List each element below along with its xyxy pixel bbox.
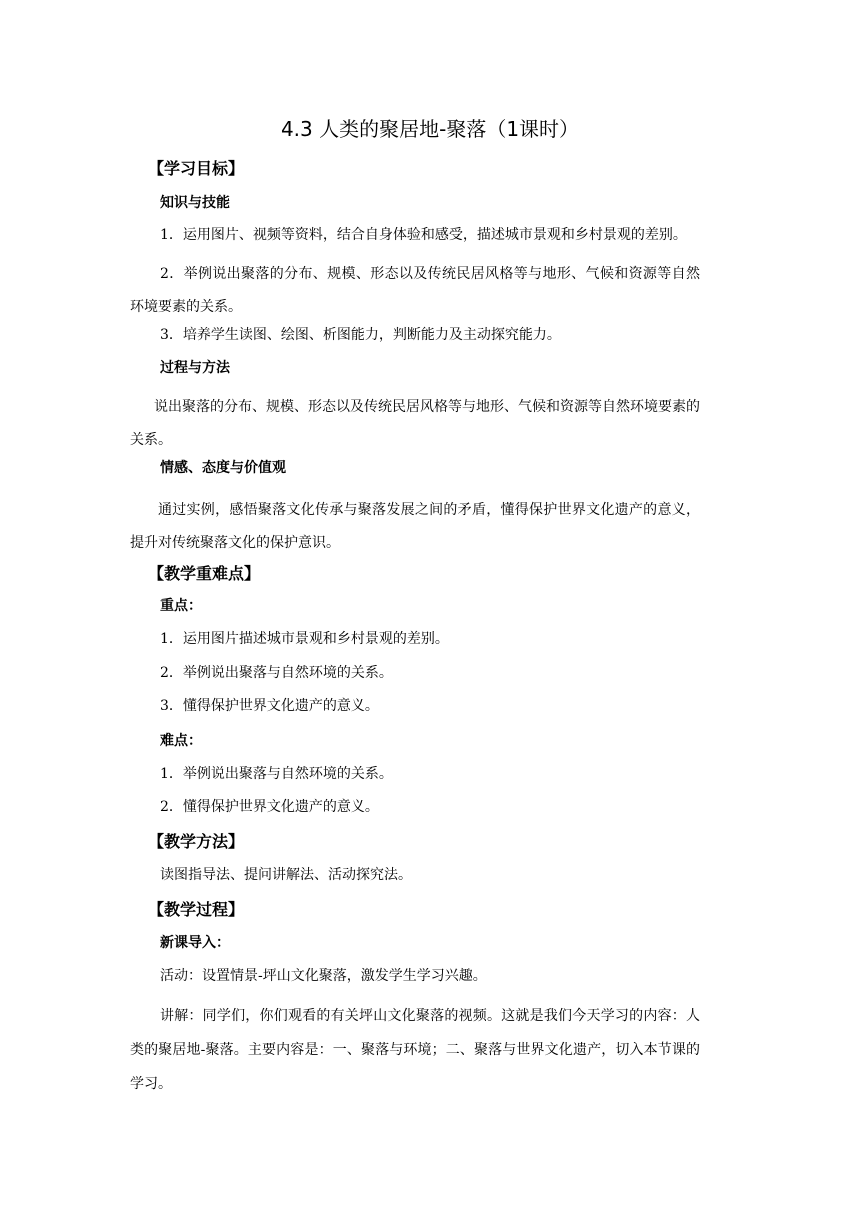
emotion-heading: 情感、态度与价值观 xyxy=(160,460,286,476)
lecture-text: 讲解：同学们，你们观看的有关坪山文化聚落的视频。这就是我们今天学习的内容：人类的聚居地-聚落。主要内容是：一、聚落与环境；二、聚落与世界文化遗产，切入本节课的学习。 xyxy=(130,1008,700,1092)
knowledge-item-2: 2．举例说出聚落的分布、规模、形态以及传统民居风格等与地形、气候和资源等自然环境要素的关系。 xyxy=(130,266,700,315)
emotion-text: 通过实例，感悟聚落文化传承与聚落发展之间的矛盾，懂得保护世界文化遗产的意义，提升对传统聚落文化的保护意识。 xyxy=(130,502,700,551)
keypoints-heading: 【教学重难点】 xyxy=(148,564,261,583)
process2-heading: 【教学过程】 xyxy=(148,900,245,919)
knowledge-item-1: 1．运用图片、视频等资料，结合自身体验和感受，描述城市景观和乡村景观的差别。 xyxy=(160,227,687,243)
intro-label: 新课导入： xyxy=(160,935,230,951)
difficult-item-2: 2．懂得保护世界文化遗产的意义。 xyxy=(160,799,379,815)
methods-text: 读图指导法、提问讲解法、活动探究法。 xyxy=(160,867,412,883)
process-text: 说出聚落的分布、规模、形态以及传统民居风格等与地形、气候和资源等自然环境要素的关系。 xyxy=(130,399,700,448)
difficult-label: 难点： xyxy=(160,733,202,749)
process-heading: 过程与方法 xyxy=(160,360,230,376)
key-label: 重点： xyxy=(160,598,202,614)
key-item-3: 3．懂得保护世界文化遗产的意义。 xyxy=(160,698,379,714)
key-item-1: 1．运用图片描述城市景观和乡村景观的差别。 xyxy=(160,631,449,647)
difficult-item-1: 1．举例说出聚落与自然环境的关系。 xyxy=(160,766,393,782)
page-title: 4.3 人类的聚居地-聚落（1课时） xyxy=(280,117,580,141)
activity-text: 活动：设置情景-坪山文化聚落，激发学生学习兴趣。 xyxy=(160,968,487,984)
knowledge-heading: 知识与技能 xyxy=(160,195,230,211)
methods-heading: 【教学方法】 xyxy=(148,832,245,851)
objectives-heading: 【学习目标】 xyxy=(148,159,245,178)
knowledge-item-3: 3．培养学生读图、绘图、析图能力，判断能力及主动探究能力。 xyxy=(160,327,561,343)
key-item-2: 2．举例说出聚落与自然环境的关系。 xyxy=(160,665,393,681)
